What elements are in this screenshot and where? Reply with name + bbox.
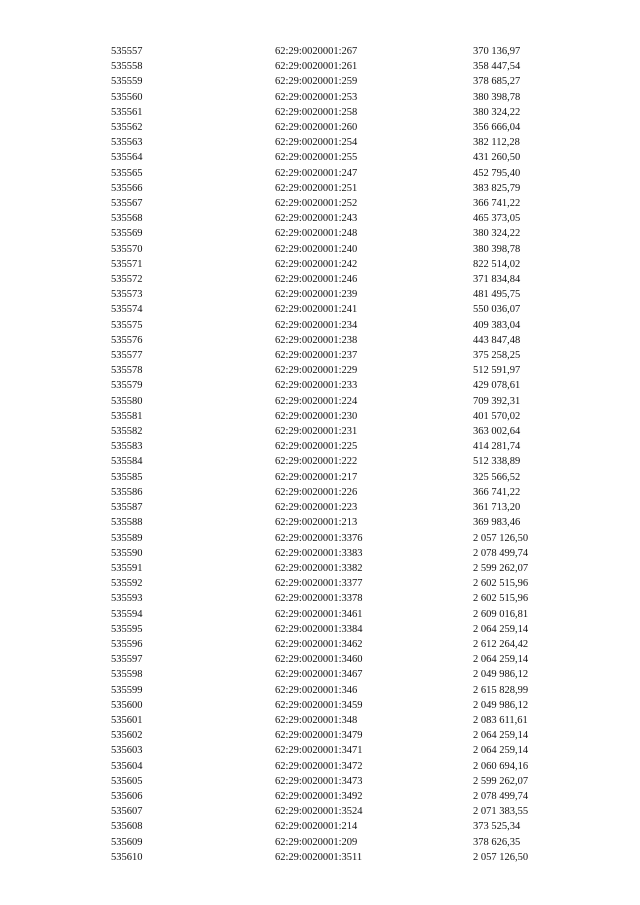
row-number: 535601: [111, 714, 143, 726]
cadastral-number: 62:29:0020001:209: [275, 836, 358, 848]
table-row: [111, 759, 571, 774]
cadastral-number: 62:29:0020001:3462: [275, 638, 363, 650]
table-row: [111, 318, 571, 333]
table-row: [111, 576, 571, 591]
row-number: 535595: [111, 623, 143, 635]
cadastral-number: 62:29:0020001:3479: [275, 730, 363, 742]
cadastral-number: 62:29:0020001:3382: [275, 562, 363, 574]
cadastral-number: 62:29:0020001:267: [275, 46, 358, 57]
cadastral-number: 62:29:0020001:3461: [275, 608, 363, 620]
row-number: 535598: [111, 669, 143, 681]
table-row: [111, 804, 571, 819]
cadastral-value: 2 615 828,99: [473, 684, 529, 696]
table-row: [111, 59, 571, 74]
table-row: [111, 789, 571, 804]
cadastral-number: 62:29:0020001:3472: [275, 760, 363, 772]
cadastral-value: 709 392,31: [473, 395, 521, 407]
table-row: [111, 348, 571, 363]
row-number: 535579: [111, 380, 143, 392]
cadastral-number: 62:29:0020001:243: [275, 213, 358, 225]
row-number: 535559: [111, 76, 143, 88]
row-number: 535578: [111, 365, 143, 377]
cadastral-number: 62:29:0020001:225: [275, 441, 358, 453]
cadastral-number: 62:29:0020001:3377: [275, 578, 363, 590]
table-row: [111, 500, 571, 515]
cadastral-number: 62:29:0020001:222: [275, 456, 358, 468]
row-number: 535597: [111, 654, 143, 666]
cadastral-value: 371 834,84: [473, 274, 521, 286]
cadastral-value: 380 324,22: [473, 228, 521, 240]
cadastral-value: 2 049 986,12: [473, 699, 529, 711]
cadastral-value: 465 373,05: [473, 213, 521, 225]
cadastral-number: 62:29:0020001:233: [275, 380, 358, 392]
row-number: 535599: [111, 684, 143, 696]
table-row: [111, 713, 571, 728]
cadastral-number: 62:29:0020001:3384: [275, 623, 363, 635]
table-row: [111, 561, 571, 576]
row-number: 535560: [111, 91, 143, 103]
cadastral-value: 550 036,07: [473, 304, 521, 316]
row-number: 535581: [111, 410, 143, 422]
row-number: 535574: [111, 304, 143, 316]
cadastral-value: 2 049 986,12: [473, 669, 529, 681]
cadastral-number: 62:29:0020001:253: [275, 91, 358, 103]
table-row: [111, 181, 571, 196]
row-number: 535586: [111, 486, 143, 498]
cadastral-value: 2 064 259,14: [473, 745, 529, 757]
cadastral-value: 452 795,40: [473, 167, 521, 179]
cadastral-number: 62:29:0020001:231: [275, 426, 358, 438]
cadastral-value: 401 570,02: [473, 410, 521, 422]
row-number: 535558: [111, 61, 143, 73]
cadastral-number: 62:29:0020001:346: [275, 684, 358, 696]
table-row: [111, 637, 571, 652]
table-row: [111, 698, 571, 713]
row-number: 535567: [111, 198, 143, 210]
cadastral-value: 2 612 264,42: [473, 638, 529, 650]
cadastral-number: 62:29:0020001:3459: [275, 699, 363, 711]
cadastral-number: 62:29:0020001:3473: [275, 775, 363, 787]
table-row: [111, 135, 571, 150]
cadastral-value: 369 983,46: [473, 517, 521, 529]
row-number: 535572: [111, 274, 143, 286]
cadastral-value: 325 566,52: [473, 471, 521, 483]
table-row: [111, 226, 571, 241]
table-row: [111, 652, 571, 667]
cadastral-value: 409 383,04: [473, 319, 521, 331]
row-number: 535557: [111, 46, 143, 57]
cadastral-number: 62:29:0020001:260: [275, 122, 358, 134]
row-number: 535600: [111, 699, 143, 711]
row-number: 535577: [111, 350, 143, 362]
cadastral-number: 62:29:0020001:3378: [275, 593, 363, 605]
cadastral-number: 62:29:0020001:246: [275, 274, 358, 286]
cadastral-number: 62:29:0020001:258: [275, 106, 358, 118]
cadastral-value: 2 064 259,14: [473, 730, 529, 742]
cadastral-number: 62:29:0020001:3524: [275, 806, 363, 818]
cadastral-value: 2 599 262,07: [473, 562, 529, 574]
row-number: 535588: [111, 517, 143, 529]
row-number: 535564: [111, 152, 143, 164]
cadastral-value: 443 847,48: [473, 334, 521, 346]
table-row: [111, 546, 571, 561]
cadastral-number: 62:29:0020001:3471: [275, 745, 363, 757]
table-row: [111, 683, 571, 698]
cadastral-value: 363 002,64: [473, 426, 521, 438]
cadastral-value: 512 591,97: [473, 365, 521, 377]
table-row: [111, 363, 571, 378]
table-row: [111, 835, 571, 850]
cadastral-value: 512 338,89: [473, 456, 521, 468]
table-row: [111, 120, 571, 135]
row-number: 535602: [111, 730, 143, 742]
row-number: 535605: [111, 775, 143, 787]
row-number: 535566: [111, 182, 143, 194]
cadastral-number: 62:29:0020001:237: [275, 350, 358, 362]
table-row: [111, 166, 571, 181]
row-number: 535590: [111, 547, 143, 559]
cadastral-value: 414 281,74: [473, 441, 521, 453]
cadastral-value: 370 136,97: [473, 46, 521, 57]
cadastral-value: 358 447,54: [473, 61, 521, 73]
table-row: [111, 211, 571, 226]
table-row: [111, 485, 571, 500]
cadastral-value: 366 741,22: [473, 486, 521, 498]
row-number: 535584: [111, 456, 143, 468]
row-number: 535576: [111, 334, 143, 346]
cadastral-number: 62:29:0020001:223: [275, 502, 358, 514]
row-number: 535565: [111, 167, 143, 179]
table-row: [111, 819, 571, 834]
cadastral-number: 62:29:0020001:247: [275, 167, 358, 179]
data-table: [111, 44, 571, 865]
cadastral-number: 62:29:0020001:238: [275, 334, 358, 346]
row-number: 535610: [111, 851, 143, 863]
cadastral-value: 378 626,35: [473, 836, 521, 848]
table-row: [111, 607, 571, 622]
table-row: [111, 105, 571, 120]
table-row: [111, 774, 571, 789]
table-row: [111, 196, 571, 211]
cadastral-value: 2 057 126,50: [473, 532, 529, 544]
row-number: 535609: [111, 836, 143, 848]
cadastral-number: 62:29:0020001:255: [275, 152, 358, 164]
cadastral-number: 62:29:0020001:217: [275, 471, 358, 483]
cadastral-value: 2 083 611,61: [473, 714, 528, 726]
row-number: 535594: [111, 608, 143, 620]
cadastral-value: 380 398,78: [473, 243, 521, 255]
table-row: [111, 44, 571, 59]
cadastral-number: 62:29:0020001:240: [275, 243, 358, 255]
row-number: 535607: [111, 806, 143, 818]
row-number: 535592: [111, 578, 143, 590]
cadastral-number: 62:29:0020001:214: [275, 821, 358, 833]
row-number: 535587: [111, 502, 143, 514]
row-number: 535606: [111, 790, 143, 802]
cadastral-number: 62:29:0020001:251: [275, 182, 358, 194]
cadastral-value: 380 324,22: [473, 106, 521, 118]
cadastral-value: 2 609 016,81: [473, 608, 529, 620]
cadastral-value: 2 057 126,50: [473, 851, 529, 863]
cadastral-value: 429 078,61: [473, 380, 521, 392]
row-number: 535563: [111, 137, 143, 149]
cadastral-value: 2 602 515,96: [473, 578, 529, 590]
cadastral-value: 383 825,79: [473, 182, 521, 194]
cadastral-number: 62:29:0020001:213: [275, 517, 358, 529]
table-row: [111, 743, 571, 758]
row-number: 535562: [111, 122, 143, 134]
cadastral-value: 2 602 515,96: [473, 593, 529, 605]
cadastral-value: 373 525,34: [473, 821, 521, 833]
table-row: [111, 622, 571, 637]
table-row: [111, 272, 571, 287]
row-number: 535604: [111, 760, 143, 772]
table-row: [111, 515, 571, 530]
table-row: [111, 454, 571, 469]
cadastral-value: 378 685,27: [473, 76, 521, 88]
table-row: [111, 257, 571, 272]
cadastral-number: 62:29:0020001:229: [275, 365, 358, 377]
cadastral-number: 62:29:0020001:348: [275, 714, 358, 726]
cadastral-value: 2 078 499,74: [473, 547, 529, 559]
cadastral-value: 481 495,75: [473, 289, 521, 301]
table-row: [111, 409, 571, 424]
row-number: 535561: [111, 106, 143, 118]
table-row: [111, 333, 571, 348]
row-number: 535573: [111, 289, 143, 301]
row-number: 535591: [111, 562, 143, 574]
table-row: [111, 90, 571, 105]
cadastral-value: 431 260,50: [473, 152, 521, 164]
cadastral-value: 2 071 383,55: [473, 806, 529, 818]
cadastral-number: 62:29:0020001:241: [275, 304, 358, 316]
table-row: [111, 470, 571, 485]
cadastral-number: 62:29:0020001:259: [275, 76, 358, 88]
table-row: [111, 150, 571, 165]
table-row: [111, 74, 571, 89]
cadastral-number: 62:29:0020001:3492: [275, 790, 363, 802]
cadastral-value: 382 112,28: [473, 137, 520, 149]
table-row: [111, 667, 571, 682]
row-number: 535596: [111, 638, 143, 650]
row-number: 535570: [111, 243, 143, 255]
table-row: [111, 378, 571, 393]
cadastral-number: 62:29:0020001:248: [275, 228, 358, 240]
row-number: 535608: [111, 821, 143, 833]
cadastral-value: 2 599 262,07: [473, 775, 529, 787]
cadastral-number: 62:29:0020001:3376: [275, 532, 363, 544]
table-row: [111, 394, 571, 409]
table-row: [111, 728, 571, 743]
row-number: 535580: [111, 395, 143, 407]
row-number: 535583: [111, 441, 143, 453]
cadastral-number: 62:29:0020001:234: [275, 319, 358, 331]
table-row: [111, 531, 571, 546]
cadastral-value: 380 398,78: [473, 91, 521, 103]
table-row: [111, 424, 571, 439]
cadastral-number: 62:29:0020001:252: [275, 198, 358, 210]
cadastral-number: 62:29:0020001:239: [275, 289, 358, 301]
table-row: [111, 287, 571, 302]
table-row: [111, 242, 571, 257]
cadastral-value: 375 258,25: [473, 350, 521, 362]
cadastral-value: 2 060 694,16: [473, 760, 529, 772]
row-number: 535593: [111, 593, 143, 605]
cadastral-value: 361 713,20: [473, 502, 521, 514]
cadastral-number: 62:29:0020001:3467: [275, 669, 363, 681]
table-row: [111, 302, 571, 317]
row-number: 535568: [111, 213, 143, 225]
cadastral-value: 2 064 259,14: [473, 623, 529, 635]
cadastral-number: 62:29:0020001:3511: [275, 851, 363, 863]
row-number: 535569: [111, 228, 143, 240]
row-number: 535603: [111, 745, 143, 757]
cadastral-number: 62:29:0020001:242: [275, 258, 358, 270]
cadastral-number: 62:29:0020001:224: [275, 395, 358, 407]
cadastral-number: 62:29:0020001:3383: [275, 547, 363, 559]
row-number: 535582: [111, 426, 143, 438]
cadastral-number: 62:29:0020001:261: [275, 61, 358, 73]
cadastral-number: 62:29:0020001:254: [275, 137, 358, 149]
cadastral-value: 2 078 499,74: [473, 790, 529, 802]
table-row: [111, 591, 571, 606]
table-row: [111, 439, 571, 454]
table-row: [111, 850, 571, 865]
cadastral-value: 2 064 259,14: [473, 654, 529, 666]
cadastral-value: 366 741,22: [473, 198, 521, 210]
cadastral-value: 356 666,04: [473, 122, 521, 134]
cadastral-number: 62:29:0020001:226: [275, 486, 358, 498]
row-number: 535571: [111, 258, 143, 270]
row-number: 535575: [111, 319, 143, 331]
row-number: 535589: [111, 532, 143, 544]
cadastral-value: 822 514,02: [473, 258, 521, 270]
cadastral-number: 62:29:0020001:3460: [275, 654, 363, 666]
row-number: 535585: [111, 471, 143, 483]
cadastral-number: 62:29:0020001:230: [275, 410, 358, 422]
